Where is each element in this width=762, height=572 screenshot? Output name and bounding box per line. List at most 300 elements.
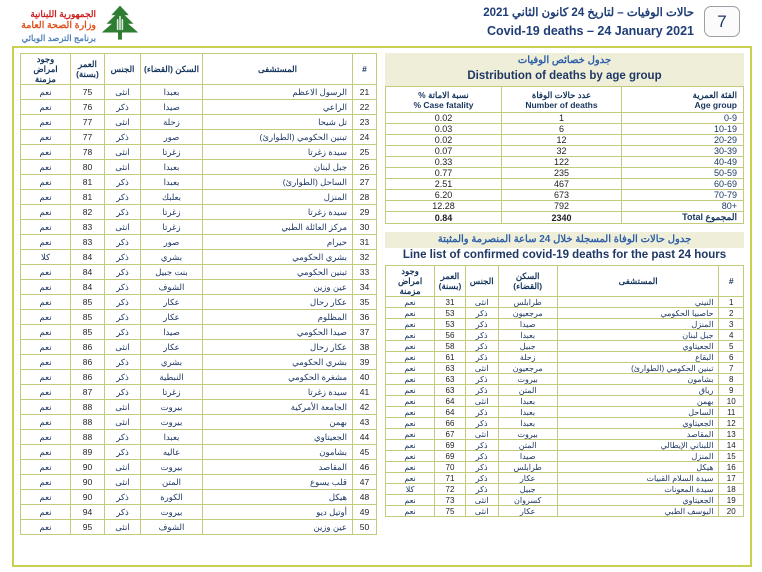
col-header-district: السكن (القضاء) [141, 54, 203, 85]
num-cell: 19 [719, 495, 744, 506]
num-cell: 35 [353, 295, 377, 310]
table-row [386, 113, 744, 124]
table-row [386, 363, 744, 374]
chronic-cell: نعم [21, 130, 71, 145]
col-header-age-group: الفئة العمرية Age group [621, 87, 743, 113]
age-cell: 76 [71, 100, 105, 115]
col-header-case-fatality: نسبة الاماتة % Case fatality % [386, 87, 502, 113]
age-cell: 63 [435, 374, 466, 385]
table-row [21, 475, 377, 490]
gender-cell: ذكر [105, 310, 141, 325]
age-table-title-english: Distribution of deaths by age group [467, 70, 662, 82]
age-cell: 63 [435, 363, 466, 374]
gender-cell: ذكر [465, 330, 498, 341]
logo-line-republic: الجمهورية اللبنانية [30, 8, 96, 19]
chronic-cell: نعم [386, 429, 435, 440]
table-row [21, 430, 377, 445]
district-cell: جبيل [498, 484, 557, 495]
gender-cell: ذكر [465, 451, 498, 462]
table-row [21, 520, 377, 535]
num-cell: 33 [353, 265, 377, 280]
age-cell: 63 [435, 385, 466, 396]
line-list-title-english: Line list of confirmed covid-19 deaths for the past 24 hours [402, 249, 727, 261]
table-row [21, 250, 377, 265]
cfr-cell: 0.07 [386, 146, 502, 157]
age-cell: 78 [71, 145, 105, 160]
hospital-cell: قلب يسوع [203, 475, 353, 490]
gender-cell: انثى [465, 396, 498, 407]
hospital-cell: المنزل [203, 190, 353, 205]
gender-cell: انثى [465, 506, 498, 517]
table-row [21, 355, 377, 370]
chronic-cell: نعم [386, 473, 435, 484]
district-cell: بشري [141, 250, 203, 265]
gender-cell: ذكر [105, 490, 141, 505]
gender-cell: ذكر [105, 295, 141, 310]
table-row [386, 341, 744, 352]
col-header-age: العمر (بسنة) [71, 54, 105, 85]
gender-cell: ذكر [465, 341, 498, 352]
gender-cell: ذكر [465, 385, 498, 396]
age-cell: 77 [71, 115, 105, 130]
table-row [21, 385, 377, 400]
hospital-cell: المنزل [557, 451, 719, 462]
age-cell: 77 [71, 130, 105, 145]
age-cell: 86 [71, 370, 105, 385]
age-cell: 86 [71, 355, 105, 370]
district-cell: بنت جبيل [141, 265, 203, 280]
gender-cell: انثى [465, 429, 498, 440]
district-cell: زغرتا [141, 220, 203, 235]
group-cell: 50-59 [621, 168, 743, 179]
district-cell: عكار [141, 310, 203, 325]
hospital-cell: النيني [557, 297, 719, 308]
age-cell: 94 [71, 505, 105, 520]
age-cell: 75 [71, 85, 105, 100]
table-row [386, 179, 744, 190]
num-cell: 37 [353, 325, 377, 340]
age-cell: 83 [71, 220, 105, 235]
chronic-cell: نعم [21, 205, 71, 220]
num-cell: 1 [719, 297, 744, 308]
hospital-cell: عين وزين [203, 280, 353, 295]
hospital-cell: الجعيتاوي [203, 430, 353, 445]
district-cell: صيدا [141, 325, 203, 340]
chronic-cell: نعم [21, 85, 71, 100]
district-cell: بعبدا [498, 418, 557, 429]
chronic-cell: نعم [21, 400, 71, 415]
hospital-cell: البقاع [557, 352, 719, 363]
num-cell: 23 [353, 115, 377, 130]
hospital-cell: بهمن [203, 415, 353, 430]
table-row [21, 100, 377, 115]
num-cell: 24 [353, 130, 377, 145]
col-header-num: # [719, 266, 744, 297]
col-header-district: السكن (القضاء) [498, 266, 557, 297]
num-cell: 28 [353, 190, 377, 205]
age-cell: 82 [71, 205, 105, 220]
cedar-tree-icon [101, 3, 139, 48]
district-cell: بعبدا [498, 396, 557, 407]
district-cell: بيروت [141, 400, 203, 415]
hospital-cell: الجعيتاوي [557, 341, 719, 352]
chronic-cell: نعم [386, 374, 435, 385]
age-cell: 64 [435, 407, 466, 418]
num-cell: 5 [719, 341, 744, 352]
table-row [21, 115, 377, 130]
num-cell: 18 [719, 484, 744, 495]
num-cell: 15 [719, 451, 744, 462]
gender-cell: انثى [105, 145, 141, 160]
hospital-cell: بشري الحكومي [203, 250, 353, 265]
gender-cell: انثى [105, 115, 141, 130]
district-cell: مرجعيون [498, 308, 557, 319]
hospital-cell: تل شيحا [203, 115, 353, 130]
table-row [386, 374, 744, 385]
age-cell: 71 [435, 473, 466, 484]
hospital-cell: سيدة السلام القبيات [557, 473, 719, 484]
group-cell: 0-9 [621, 113, 743, 124]
document-title [483, 4, 694, 40]
hospital-cell: المقاصد [557, 429, 719, 440]
hospital-cell: الساحل (الطوارئ) [203, 175, 353, 190]
hospital-cell: جبل لبنان [203, 160, 353, 175]
num-cell: 44 [353, 430, 377, 445]
chronic-cell: نعم [386, 385, 435, 396]
district-cell: النبطية [141, 370, 203, 385]
hospital-cell: المقاصد [203, 460, 353, 475]
chronic-cell: نعم [21, 115, 71, 130]
gender-cell: ذكر [105, 430, 141, 445]
table-row [21, 130, 377, 145]
age-cell: 84 [71, 280, 105, 295]
table-row [386, 407, 744, 418]
district-cell: بشري [141, 355, 203, 370]
chronic-cell: نعم [21, 370, 71, 385]
chronic-cell: نعم [21, 460, 71, 475]
chronic-cell: نعم [386, 506, 435, 517]
hospital-cell: عكار رحال [203, 340, 353, 355]
num-cell: 36 [353, 310, 377, 325]
table-row [21, 490, 377, 505]
num-cell: 26 [353, 160, 377, 175]
num-cell: 41 [353, 385, 377, 400]
line-list-left-panel [20, 53, 376, 560]
district-cell: عكار [141, 295, 203, 310]
line-list-header [386, 266, 744, 297]
table-row [21, 175, 377, 190]
num-cell: 20 [719, 506, 744, 517]
line-list-table-1-20 [385, 265, 744, 517]
ministry-logo-text [10, 8, 96, 44]
district-cell: عكار [141, 340, 203, 355]
chronic-cell: نعم [386, 451, 435, 462]
cfr-cell: 0.02 [386, 113, 502, 124]
num-cell: 48 [353, 490, 377, 505]
age-cell: 88 [71, 400, 105, 415]
age-cell: 72 [435, 484, 466, 495]
table-row [21, 445, 377, 460]
hospital-cell: سيدة زغرتا [203, 385, 353, 400]
num-cell: 29 [353, 205, 377, 220]
chronic-cell: نعم [386, 407, 435, 418]
age-cell: 85 [71, 310, 105, 325]
chronic-cell: نعم [21, 310, 71, 325]
table-row [386, 440, 744, 451]
num-cell: 4 [719, 330, 744, 341]
chronic-cell: نعم [21, 415, 71, 430]
num-cell: 50 [353, 520, 377, 535]
logo-line-ministry: وزارة الصحة العامة [21, 19, 96, 31]
hospital-cell: حاصبيا الحكومي [557, 308, 719, 319]
num-cell: 6 [719, 352, 744, 363]
hospital-cell: سيدة زغرتا [203, 205, 353, 220]
gender-cell: ذكر [465, 440, 498, 451]
cfr-cell: 0.03 [386, 124, 502, 135]
deaths-by-age-table [385, 86, 744, 224]
gender-cell: انثى [105, 220, 141, 235]
district-cell: كسروان [498, 495, 557, 506]
hospital-cell: الجعيتاوي [557, 495, 719, 506]
district-cell: زغرتا [141, 145, 203, 160]
deaths-cell: 122 [501, 157, 621, 168]
gender-cell: انثى [105, 160, 141, 175]
age-cell: 84 [71, 250, 105, 265]
district-cell: بيروت [141, 505, 203, 520]
deaths-cell: 12 [501, 135, 621, 146]
table-row [386, 506, 744, 517]
num-cell: 21 [353, 85, 377, 100]
gender-cell: انثى [105, 520, 141, 535]
table-row [21, 370, 377, 385]
chronic-cell: نعم [386, 330, 435, 341]
chronic-cell: نعم [21, 505, 71, 520]
district-cell: عاليه [141, 445, 203, 460]
district-cell: بيروت [141, 415, 203, 430]
cfr-cell: 0.77 [386, 168, 502, 179]
age-table-body [386, 113, 744, 212]
group-cell: 40-49 [621, 157, 743, 168]
age-cell: 88 [71, 415, 105, 430]
group-cell: 60-69 [621, 179, 743, 190]
num-cell: 49 [353, 505, 377, 520]
gender-cell: ذكر [465, 462, 498, 473]
gender-cell: انثى [105, 475, 141, 490]
num-cell: 42 [353, 400, 377, 415]
age-cell: 70 [435, 462, 466, 473]
age-cell: 87 [71, 385, 105, 400]
hospital-cell: عكار رحال [203, 295, 353, 310]
gender-cell: ذكر [105, 190, 141, 205]
chronic-cell: نعم [21, 220, 71, 235]
table-row [21, 505, 377, 520]
gender-cell: ذكر [465, 407, 498, 418]
hospital-cell: تبنين الحكومي (الطوارئ) [203, 130, 353, 145]
chronic-cell: كلا [386, 484, 435, 495]
district-cell: صور [141, 235, 203, 250]
total-deaths-cell: 2340 [501, 212, 621, 224]
gender-cell: ذكر [465, 352, 498, 363]
table-row [21, 235, 377, 250]
table-row [386, 146, 744, 157]
age-cell: 64 [435, 396, 466, 407]
chronic-cell: نعم [386, 341, 435, 352]
cfr-cell: 0.33 [386, 157, 502, 168]
hospital-cell: هيكل [557, 462, 719, 473]
table-row [386, 168, 744, 179]
table-row [386, 297, 744, 308]
num-cell: 12 [719, 418, 744, 429]
gender-cell: ذكر [105, 235, 141, 250]
table-row [386, 308, 744, 319]
hospital-cell: جبل لبنان [557, 330, 719, 341]
district-cell: طرابلس [498, 462, 557, 473]
num-cell: 43 [353, 415, 377, 430]
num-cell: 47 [353, 475, 377, 490]
chronic-cell: كلا [21, 250, 71, 265]
cfr-cell: 0.02 [386, 135, 502, 146]
hospital-cell: اليوسف الطبي [557, 506, 719, 517]
right-panel [385, 53, 744, 560]
chronic-cell: نعم [21, 295, 71, 310]
chronic-cell: نعم [21, 100, 71, 115]
deaths-cell: 235 [501, 168, 621, 179]
table-row [386, 157, 744, 168]
num-cell: 8 [719, 374, 744, 385]
table-row [21, 205, 377, 220]
district-cell: صيدا [141, 100, 203, 115]
col-header-gender: الجنس [105, 54, 141, 85]
district-cell: الشوف [141, 280, 203, 295]
deaths-cell: 6 [501, 124, 621, 135]
gender-cell: ذكر [105, 325, 141, 340]
gender-cell: ذكر [105, 250, 141, 265]
document-title-english: Covid-19 deaths – 24 January 2021 [486, 24, 694, 38]
hospital-cell: أوتيل ديو [203, 505, 353, 520]
deaths-cell: 792 [501, 201, 621, 212]
table-row [21, 280, 377, 295]
hospital-cell: هيكل [203, 490, 353, 505]
age-table-header [386, 87, 744, 113]
gender-cell: انثى [465, 495, 498, 506]
age-cell: 69 [435, 451, 466, 462]
chronic-cell: نعم [21, 340, 71, 355]
col-header-hospital: المستشفى [203, 54, 353, 85]
ministry-logo [10, 3, 139, 48]
table-row [386, 124, 744, 135]
hospital-cell: تبنين الحكومي (الطوارئ) [557, 363, 719, 374]
col-header-chronic: وجود امراض مزمنة [21, 54, 71, 85]
table-row [386, 396, 744, 407]
gender-cell: ذكر [465, 308, 498, 319]
chronic-cell: نعم [21, 490, 71, 505]
table-row [21, 325, 377, 340]
num-cell: 22 [353, 100, 377, 115]
num-cell: 45 [353, 445, 377, 460]
table-row [21, 415, 377, 430]
num-cell: 25 [353, 145, 377, 160]
district-cell: عكار [498, 473, 557, 484]
gender-cell: ذكر [105, 355, 141, 370]
num-cell: 10 [719, 396, 744, 407]
age-cell: 66 [435, 418, 466, 429]
chronic-cell: نعم [386, 308, 435, 319]
document-title-arabic: حالات الوفيات – لتاريخ 24 كانون الثاني 2021 [483, 7, 694, 19]
num-cell: 11 [719, 407, 744, 418]
table-row [386, 135, 744, 146]
table-row [386, 429, 744, 440]
total-label-cell: المجموع Total [621, 212, 743, 224]
line-list-title-block [385, 232, 744, 265]
gender-cell: انثى [105, 415, 141, 430]
age-cell: 88 [71, 430, 105, 445]
chronic-cell: نعم [21, 475, 71, 490]
gender-cell: ذكر [105, 130, 141, 145]
age-cell: 85 [71, 295, 105, 310]
hospital-cell: الجعيتاوي [557, 418, 719, 429]
table-row [386, 190, 744, 201]
age-cell: 90 [71, 490, 105, 505]
chronic-cell: نعم [386, 396, 435, 407]
page-number-badge: 7 [704, 6, 740, 37]
table-row [21, 265, 377, 280]
chronic-cell: نعم [386, 418, 435, 429]
age-cell: 67 [435, 429, 466, 440]
district-cell: بيروت [498, 429, 557, 440]
table-row [386, 484, 744, 495]
table-row [21, 220, 377, 235]
num-cell: 7 [719, 363, 744, 374]
district-cell: مرجعيون [498, 363, 557, 374]
num-cell: 34 [353, 280, 377, 295]
chronic-cell: نعم [21, 265, 71, 280]
gender-cell: ذكر [465, 418, 498, 429]
hospital-cell: بهمن [557, 396, 719, 407]
table-row [21, 190, 377, 205]
table-row [386, 451, 744, 462]
gender-cell: انثى [105, 400, 141, 415]
chronic-cell: نعم [21, 235, 71, 250]
gender-cell: ذكر [105, 505, 141, 520]
num-cell: 3 [719, 319, 744, 330]
group-cell: 10-19 [621, 124, 743, 135]
hospital-cell: اللبناني الإيطالي [557, 440, 719, 451]
chronic-cell: نعم [21, 190, 71, 205]
num-cell: 30 [353, 220, 377, 235]
age-cell: 95 [71, 520, 105, 535]
age-cell: 84 [71, 265, 105, 280]
district-cell: بعبدا [141, 430, 203, 445]
gender-cell: انثى [105, 460, 141, 475]
hospital-cell: المظلوم [203, 310, 353, 325]
age-cell: 90 [71, 460, 105, 475]
gender-cell: ذكر [105, 265, 141, 280]
gender-cell: ذكر [105, 445, 141, 460]
district-cell: بعبدا [498, 330, 557, 341]
chronic-cell: نعم [21, 175, 71, 190]
district-cell: صيدا [498, 319, 557, 330]
district-cell: الكورة [141, 490, 203, 505]
gender-cell: ذكر [465, 484, 498, 495]
age-cell: 53 [435, 319, 466, 330]
district-cell: بيروت [141, 460, 203, 475]
chronic-cell: نعم [386, 462, 435, 473]
table-row [21, 85, 377, 100]
hospital-cell: المنزل [557, 319, 719, 330]
hospital-cell: سيدة زغرتا [203, 145, 353, 160]
gender-cell: ذكر [465, 319, 498, 330]
table-row [21, 400, 377, 415]
